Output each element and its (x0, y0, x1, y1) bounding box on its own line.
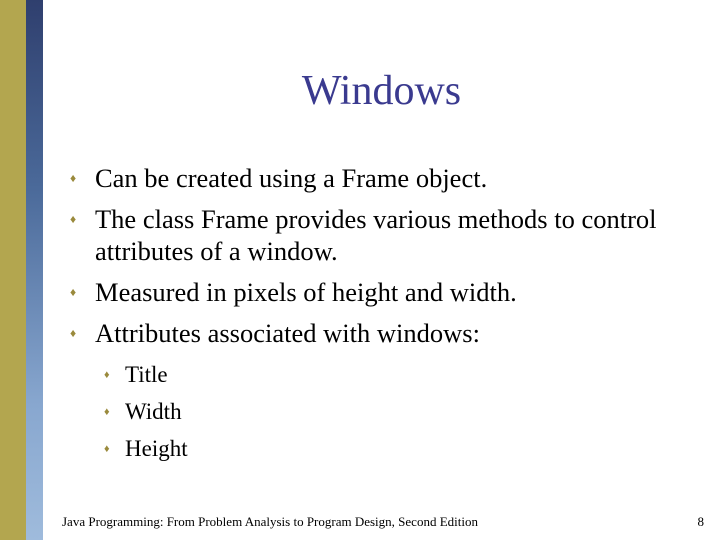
bullet-text: Attributes associated with windows: (95, 318, 480, 348)
diamond-bullet-icon: ♦ (70, 326, 77, 340)
bullet-item (70, 276, 700, 308)
diamond-bullet-icon: ♦ (104, 369, 110, 381)
page-number: 8 (697, 514, 704, 529)
bullet-text: Measured in pixels of height and width. (95, 277, 517, 307)
slide-title: Windows (301, 68, 462, 114)
sub-bullet-item (104, 360, 188, 390)
bullet-list (70, 162, 700, 358)
bullet-item (70, 203, 700, 267)
footer-text: Java Programming: From Problem Analysis to Program Design, Second Edition (62, 514, 478, 529)
bullet-item (70, 317, 700, 349)
diamond-bullet-icon: ♦ (70, 285, 77, 299)
diamond-bullet-icon: ♦ (70, 212, 77, 226)
sub-bullet-text: Width (125, 399, 182, 424)
sub-bullet-text: Height (125, 436, 188, 461)
sub-bullet-item (104, 397, 188, 427)
diamond-bullet-icon: ♦ (104, 443, 110, 455)
sub-bullet-list (104, 360, 188, 471)
sub-bullet-text: Title (125, 362, 168, 387)
bullet-text: Can be created using a Frame object. (95, 163, 488, 193)
bullet-text: The class Frame provides various methods to control attributes of a window. (95, 204, 657, 266)
diamond-bullet-icon: ♦ (104, 406, 110, 418)
side-bar-gradient (26, 0, 43, 540)
diamond-bullet-icon: ♦ (70, 171, 77, 185)
bullet-item (70, 162, 700, 194)
sub-bullet-item (104, 434, 188, 464)
side-bar-olive (0, 0, 26, 540)
